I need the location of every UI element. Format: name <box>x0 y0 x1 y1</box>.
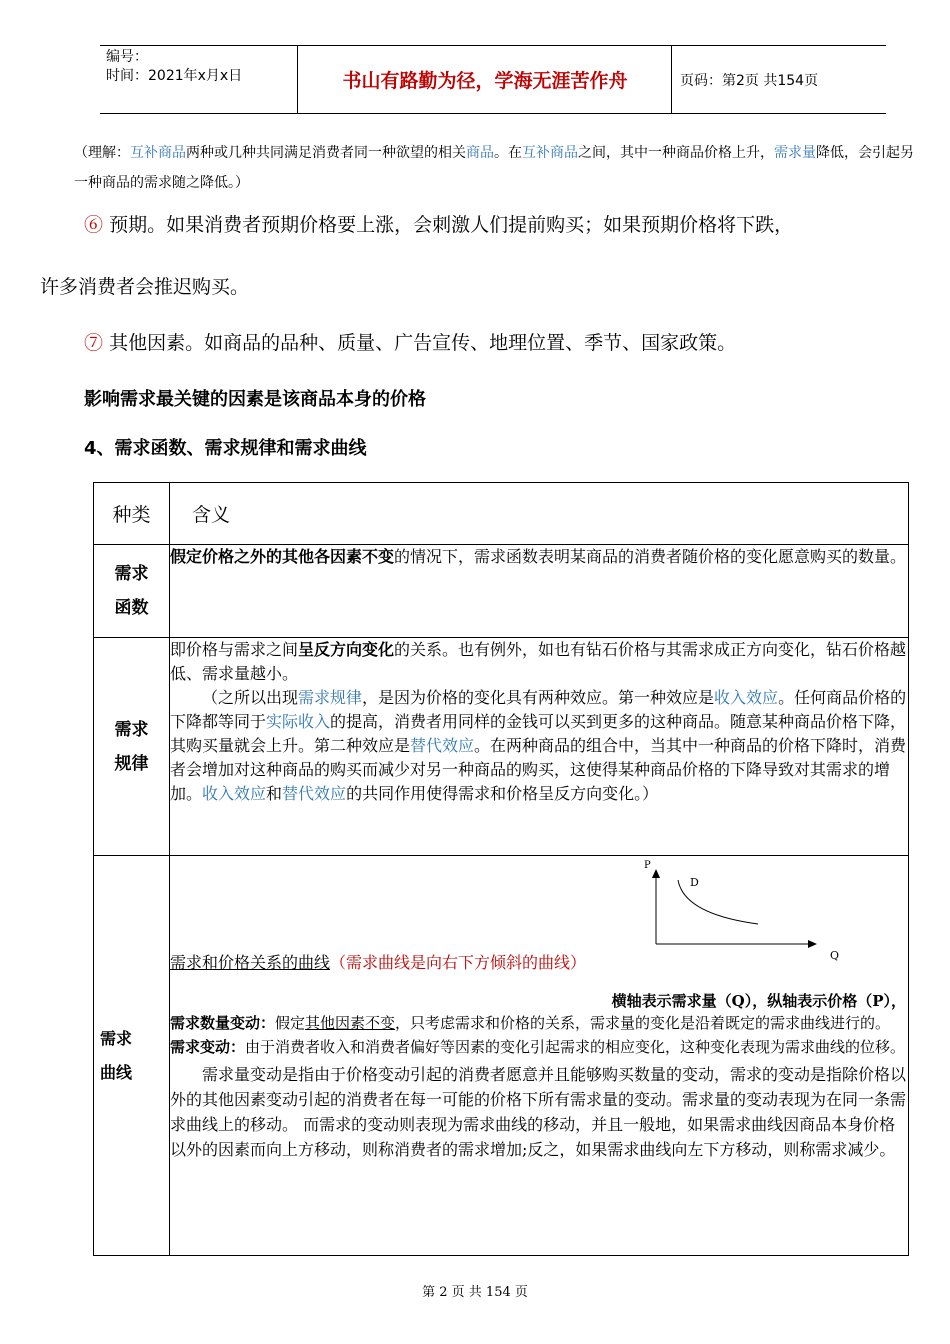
header-divider-left <box>297 45 298 113</box>
item-expectation <box>84 210 924 237</box>
text: （之所以出现 <box>202 688 299 707</box>
link-term: 需求规律 <box>298 688 363 707</box>
item-number-6: ⑥ <box>84 214 104 236</box>
bold-text: 假定价格之外的其他各因素不变 <box>170 547 395 566</box>
note-link-quantity: 需求量 <box>774 145 816 161</box>
underline-text: 其他因素不变 <box>305 1014 396 1032</box>
key-point: 影响需求最关键的因素是该商品本身的价格 <box>84 389 426 410</box>
header-number: 编号： <box>106 49 148 65</box>
table-row <box>94 545 909 638</box>
item-expectation-cont: 许多消费者会推迟购买。 <box>40 276 250 298</box>
demand-curve-svg <box>632 856 862 956</box>
kind-label: 函数 <box>114 598 149 618</box>
bold-label: 需求变动： <box>170 1038 246 1056</box>
kind-cell <box>94 856 170 1256</box>
kind-cell <box>94 545 170 638</box>
header-time: 时间：2021年x月x日 <box>106 68 243 84</box>
note-link-complement: 互补商品 <box>130 145 186 161</box>
demand-curve-graph <box>170 856 908 972</box>
graph-label-q: Q <box>830 949 840 962</box>
note-text: 之间，其中一种商品价格上升， <box>578 145 774 161</box>
kind-label: 规律 <box>114 753 149 774</box>
price-axis-arrow <box>652 869 660 878</box>
curve-title-line <box>170 952 586 974</box>
note-open: （理解： <box>74 145 130 161</box>
text: ，只考虑需求和价格的关系，需求量的变化是沿着既定的需求曲线进行的。 <box>395 1014 891 1032</box>
bold-label: 需求数量变动： <box>170 1014 276 1032</box>
note-link-goods: 商品 <box>466 145 494 161</box>
link-term: 实际收入 <box>266 712 331 731</box>
link-term: 收入效应 <box>714 688 779 707</box>
link-term: 收入效应 <box>202 784 267 803</box>
meaning-cell <box>170 545 909 638</box>
law-paragraph-1 <box>170 638 908 686</box>
text: 和 <box>266 784 283 803</box>
graph-label-d: D <box>690 876 699 889</box>
header-meaning: 含义 <box>170 483 909 545</box>
header-meta <box>106 48 242 86</box>
header-kind: 种类 <box>94 483 170 545</box>
explain-para: 需求量变动是指由于价格变动引起的消费者愿意并且能够购买数量的变动，需求的变动是指除价格以外的其他因素变动引起的消费者在每一可能的价格下所有需求量的变动。需求量的变动表现为在同一条需求曲线上的移动。 而需求的变动则表现为需求曲线的移动，并且一般地，如果需求曲线因商品本身价格以外的因素而向上方移动，则称消费者的需求增加;反之，如果需求曲线向左下方移动，则称需求减少。 <box>170 1065 907 1159</box>
text: 即价格与需求之间 <box>170 640 299 659</box>
graph-label-p: P <box>644 860 651 871</box>
text: ，是因为价格的变化具有两种效应。第一种效应是 <box>362 688 715 707</box>
text: 的提高，消费者用同样的金钱可以买到更多的这种商品。随意某种商品价格下降，其购买量就会上升。第二种效应是 <box>170 712 907 755</box>
kind-label: 需求 <box>114 564 149 584</box>
meaning-cell <box>170 856 909 1256</box>
curve-note: （需求曲线是向右下方倾斜的曲线） <box>330 953 587 972</box>
header-divider-right <box>671 45 672 113</box>
kind-label: 需求 <box>100 1028 133 1048</box>
kind-cell <box>94 638 170 856</box>
item-text: 预期。如果消费者预期价格要上涨，会刺激人们提前购买；如果预期价格将下跌， <box>109 214 794 236</box>
table-row <box>94 856 909 1256</box>
meaning-cell <box>170 638 909 856</box>
text: 。任何商品价格的下降都等同于 <box>170 688 907 731</box>
axes-description: 横轴表示需求量（Q），纵轴表示价格（P）， <box>611 992 906 1010</box>
page-footer: 第 2 页 共 154 页 <box>422 1285 528 1300</box>
item-text: 其他因素。如商品的品种、质量、广告宣传、地理位置、季节、国家政策。 <box>109 332 737 354</box>
meaning-text: 的情况下，需求函数表明某商品的消费者随价格的变化愿意购买的数量。 <box>394 547 907 566</box>
note-link-complement: 互补商品 <box>522 145 578 161</box>
header-motto: 书山有路勤为径，学海无涯苦作舟 <box>342 70 628 92</box>
header-top-rule <box>100 45 886 46</box>
note-text: 两种或几种共同满足消费者同一种欲望的相关 <box>186 145 466 161</box>
kind-label: 需求 <box>114 719 149 740</box>
quantity-axis-arrow <box>808 940 817 948</box>
quantity-change-para <box>170 1012 908 1034</box>
header-page-count: 页码：第2页 共154页 <box>680 73 819 89</box>
curve-title: 需求和价格关系的曲线 <box>170 953 331 972</box>
text: 的关系。也有例外，如也有钻石价格与其需求成正方向变化，钻石价格越低、需求量越小。 <box>170 640 907 683</box>
link-term: 替代效应 <box>282 784 347 803</box>
text: 由于消费者收入和消费者偏好等因素的变化引起需求的相应变化，这种变化表现为需求曲线的位移。 <box>245 1038 906 1056</box>
note-text: 。在 <box>494 145 522 161</box>
header-bottom-rule <box>100 113 886 114</box>
note-text: 降低，会引起另一种商品的需求随之降低。） <box>74 145 914 191</box>
note-paragraph <box>74 138 914 198</box>
item-other-factors <box>84 328 924 355</box>
text: 。在两种商品的组合中，当其中一种商品的价格下降时，消费者会增加对这种商品的购买而减少对另一种商品的购买，这使得某种商品价格的下降导致对其需求的增加。 <box>170 736 907 803</box>
text: 假定 <box>275 1014 306 1032</box>
section-title: 4、需求函数、需求规律和需求曲线 <box>84 438 367 459</box>
law-paragraph-2 <box>170 686 908 806</box>
table-header-row <box>94 483 909 545</box>
bold-text: 呈反方向变化 <box>298 640 395 659</box>
table-row <box>94 638 909 856</box>
demand-table <box>93 482 909 1256</box>
text: 的共同作用使得需求和价格呈反方向变化。） <box>346 784 659 803</box>
kind-label: 曲线 <box>100 1062 133 1082</box>
item-number-7: ⑦ <box>84 332 104 354</box>
link-term: 替代效应 <box>410 736 475 755</box>
demand-change-para <box>170 1036 908 1058</box>
